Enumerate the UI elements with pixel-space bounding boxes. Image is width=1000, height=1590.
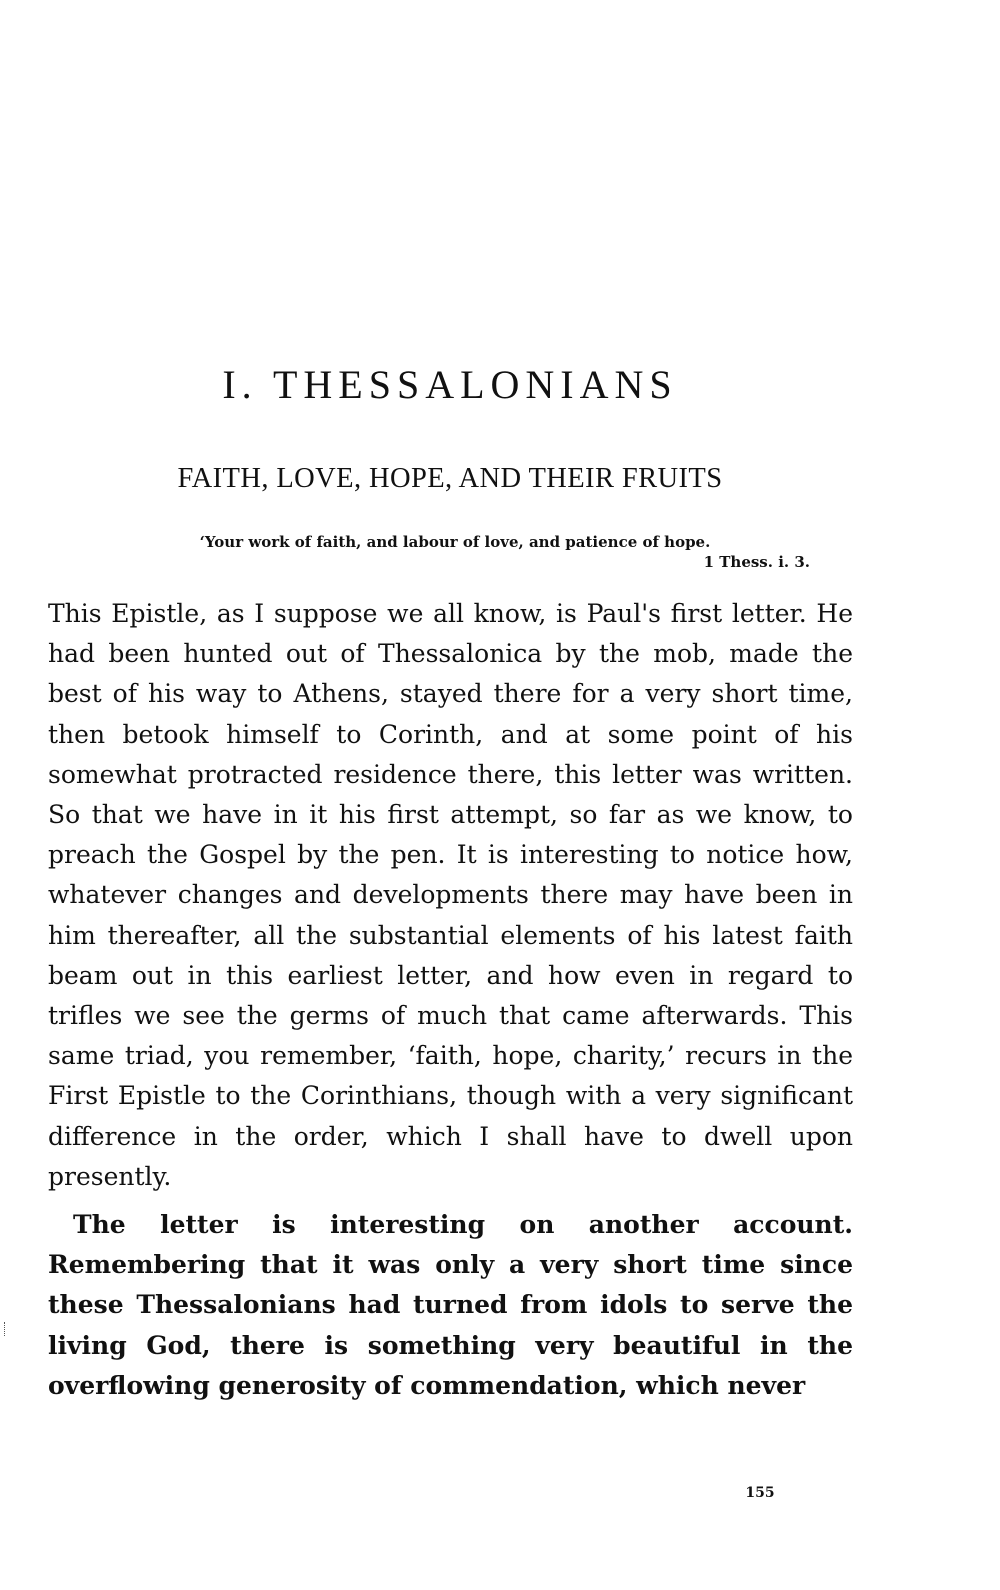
paragraph-1: This Epistle, as I suppose we all know, is Paul's first letter. He had been hunted out of Thessalonica by the mob, made the best of his way to Athens, stayed there for a very short time, then betook himself to Corinth, and at some point of his somewhat protracted residence there, this letter was written. So that we have in it his first attempt, so far as we know, to preach the Gospel by the pen. It is interesting to notice how, whatever changes and developments there may have been in him thereafter, all the substantial elements of his latest faith beam out in this earliest letter, and how even in regard to trifles we see the germs of much that came afterwards. This same triad, you remember, ‘faith, hope, charity,’ recurs in the First Epistle to the Corinthians, though with a very significant difference in the order, which I shall have to dwell upon presently. bbox=[48, 599, 853, 1191]
body-text bbox=[48, 594, 853, 1406]
epigraph-quote: ‘Your work of faith, and labour of love, and patience of hope. bbox=[199, 533, 711, 551]
page-number: 155 bbox=[745, 1485, 775, 1501]
paragraph-2: The letter is interesting on another account. Remembering that it was only a very short time since these Thessalonians had turned from idols to serve the living God, there is something very beautiful in the overflowing generosity of commendation, which never bbox=[48, 1210, 853, 1400]
book-title: I. THESSALONIANS bbox=[222, 362, 678, 407]
margin-mark bbox=[4, 1322, 7, 1336]
epigraph-reference: 1 Thess. i. 3. bbox=[703, 553, 810, 571]
sermon-title: FAITH, LOVE, HOPE, AND THEIR FRUITS bbox=[177, 463, 723, 494]
